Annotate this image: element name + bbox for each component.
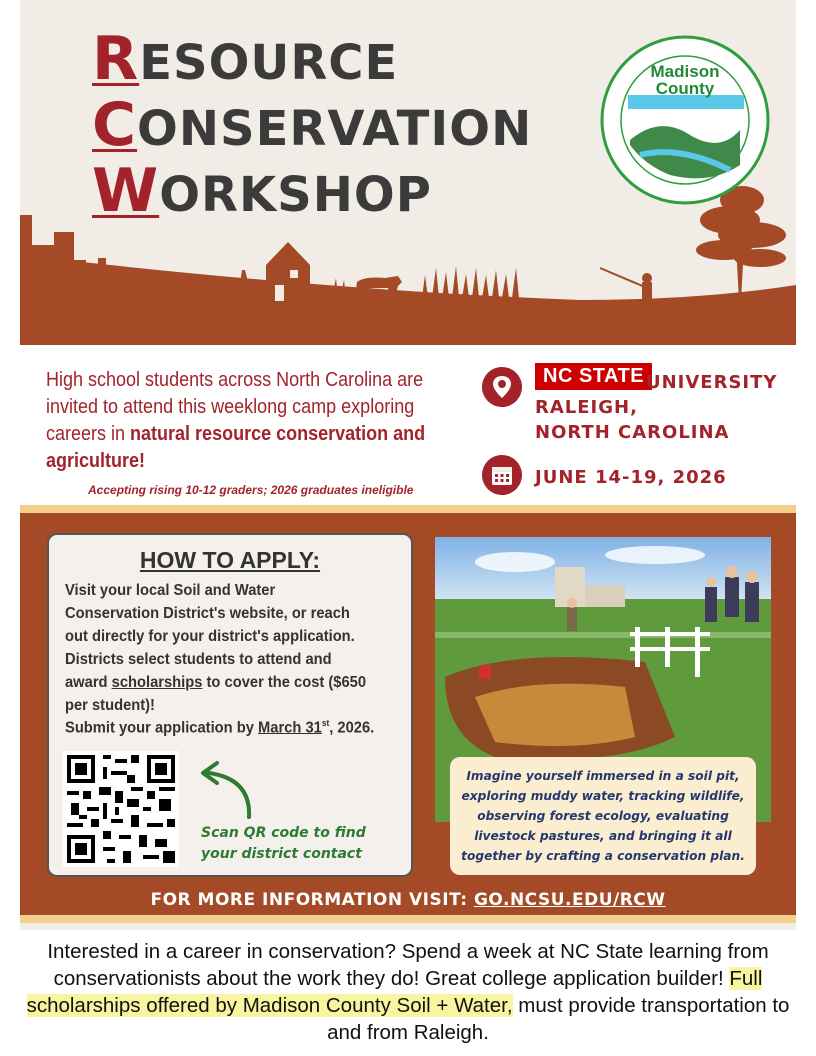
madison-county-swcd-logo [600,35,770,205]
more-info-line: FOR MORE INFORMATION VISIT: GO.NCSU.EDU/RCW [150,890,666,910]
qr-code[interactable] [63,751,179,867]
university-label: UNIVERSITY [646,372,778,393]
flyer [20,0,796,930]
intro-text: High school students across North Carolina are invited to attend this weeklong camp exploring careers in natural resource conservation and agriculture! [46,369,426,472]
how-to-apply-heading: HOW TO APPLY: [139,547,321,573]
calendar-icon [482,455,522,495]
workshop-dates: JUNE 14-19, 2026 [535,467,727,488]
bottom-announcement: Interested in a career in conservation? Spend a week at NC State learning from conservationists about the work they do! Great college application builder! Full scholarships offered by Madison County Soil + Water, must provide transportation to and from Raleigh. [26,940,790,1044]
title-line-1: RESOURCE [92,24,399,94]
eligibility-note: Accepting rising 10-12 graders; 2026 graduates ineligible [88,483,414,497]
location-pin-icon [482,367,522,407]
gold-stripe-top [20,505,796,513]
curved-arrow-icon [189,759,259,819]
scholarship-highlight: Full scholarships offered by Madison County Soil + Water, [26,967,763,1017]
scan-qr-instruction: Scan QR code to find your district contact [201,825,366,862]
title-line-3: WORKSHOP [92,156,432,226]
gold-stripe-bottom [20,915,796,923]
location-city: RALEIGH, NORTH CAROLINA [535,397,730,443]
more-info-link[interactable]: GO.NCSU.EDU/RCW [473,890,666,910]
svg-text:County: County [655,79,715,98]
scholarships-link: scholarships [111,674,203,691]
title-line-2: CONSERVATION [92,90,533,160]
nc-state-badge: NC STATE [535,363,652,390]
lower-section [20,505,796,923]
how-to-apply-box [47,533,413,877]
photo-caption: Imagine yourself immersed in a soil pit, exploring muddy water, tracking wildlife, observing forest ecology, evaluating livestock pastures, and bringing it all together by crafting a conservation plan. [450,757,756,875]
application-deadline: Submit your application by March 31st, 2026. [65,718,375,737]
info-band [20,345,796,505]
how-to-apply-text: Visit your local Soil and Water Conservation District's website, or reach out directly for your district's application. Districts select students to attend and award scholarships to cover the cost ($650 per student)! [65,582,367,714]
svg-text:Madison: Madison [650,62,720,81]
